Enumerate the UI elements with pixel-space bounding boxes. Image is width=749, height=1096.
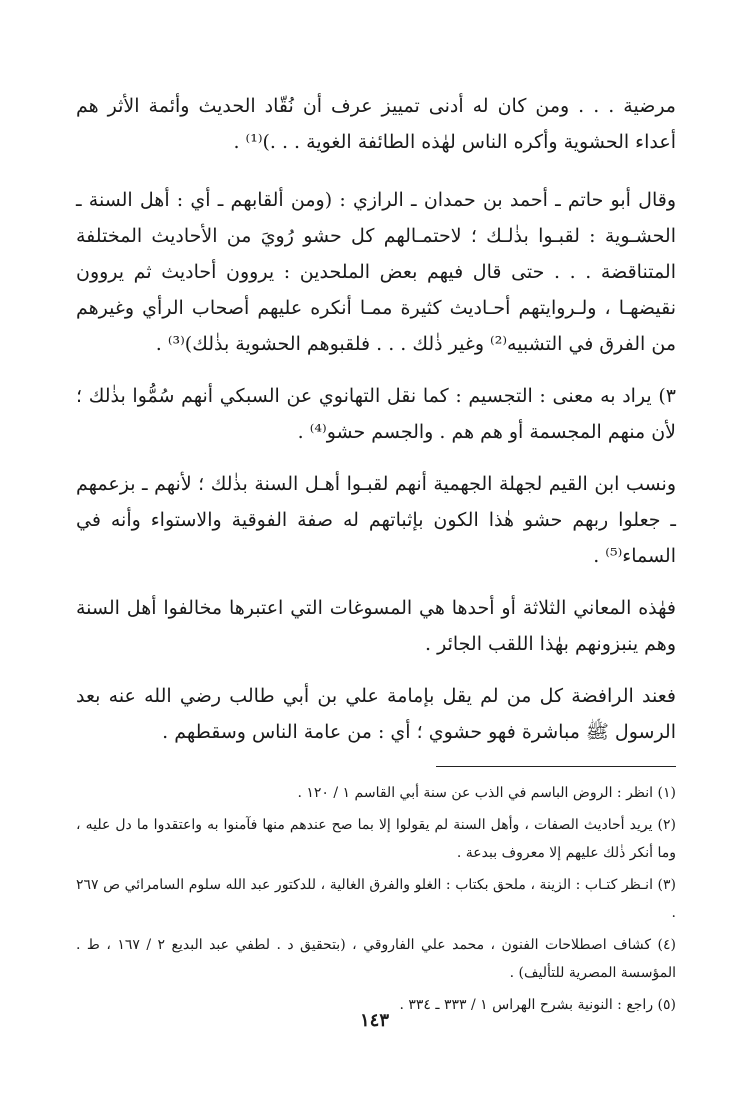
page-body bbox=[76, 88, 676, 1023]
paragraph-5: فهٰذه المعاني الثلاثة أو أحدها هي المسوغات التي اعتبرها مخالفوا أهل السنة وهم ينبزونهم بهٰذا اللقب الجائر . bbox=[76, 597, 676, 655]
footnote-5: (٥) راجع : النونية بشرح الهراس ١ / ٣٣٣ ـ ٣٣٤ . bbox=[399, 997, 676, 1013]
footnote-3: (٣) انـظر كتـاب : الزينة ، ملحق بكتاب : الغلو والفرق الغالية ، للدكتور عبد الله سلوم السامرائي ص ٢٦٧ . bbox=[76, 877, 676, 921]
paragraph-6: فعند الرافضة كل من لم يقل بإمامة علي بن أبي طالب رضي الله عنه بعد الرسول ﷺ مباشرة فهو حشوي ؛ أي : من عامة الناس وسقطهم . bbox=[76, 685, 676, 743]
footnote-4: (٤) كشاف اصطلاحات الفنون ، محمد علي الفاروقي ، (بتحقيق د . لطفي عبد البديع ٢ / ١٦٧ ، ط . المؤسسة المصرية للتأليف) . bbox=[76, 937, 676, 981]
footnote-divider bbox=[436, 766, 676, 767]
footnote-2: (٢) يريد أحاديث الصفات ، وأهل السنة لم يقولوا إلا بما صح عندهم منها فآمنوا به واعتقدوا ما دل عليه ، وما أنكر ذٰلك عليهم إلا معروف ببدعة . bbox=[76, 817, 676, 861]
paragraph-1: مرضية . . . ومن كان له أدنى تمييز عرف أن نُقّاد الحديث وأئمة الأثر هم أعداء الحشوية وأكره الناس لهٰذه الطائفة الغوية . . .)⁽¹⁾ . bbox=[76, 95, 676, 153]
page-number: ١٤٣ bbox=[359, 1010, 389, 1031]
footnotes bbox=[76, 779, 676, 1019]
footnote-1: (١) انظر : الروض الباسم في الذب عن سنة أبي القاسم ١ / ١٢٠ . bbox=[297, 785, 676, 801]
paragraph-4: ونسب ابن القيم لجهلة الجهمية أنهم لقبـوا أهـل السنة بذٰلك ؛ لأنهم ـ بزعمهم ـ جعلوا ربهم حشو هٰذا الكون بإثباتهم له صفة الفوقية والاستواء وأنه في السماء⁽⁵⁾ . bbox=[76, 473, 676, 567]
paragraph-2: وقال أبو حاتم ـ أحمد بن حمدان ـ الرازي : (ومن ألقابهم ـ أي : أهل السنة ـ الحشـوية : لقبـوا بذٰلـك ؛ لاحتمـالهم كل حشو رُويَ من الأحاديث المختلفة المتناقضة . . . حتى قال فيهم بعض الملحدين : يروون أحاديث ثم يروون نقيضهـا ، ولـروايتهم أحـاديث كثيرة ممـا أنكره عليهم أصحاب الرأي وغيرهم من الفرق في التشبيه⁽²⁾ وغير ذٰلك . . . فلقبوهم الحشوية بذٰلك)⁽³⁾ . bbox=[76, 189, 676, 355]
paragraph-3: ٣) يراد به معنى : التجسيم : كما نقل التهانوي عن السبكي أنهم سُمُّوا بذٰلك ؛ لأن منهم المجسمة أو هم هم . والجسم حشو⁽⁴⁾ . bbox=[76, 385, 676, 443]
